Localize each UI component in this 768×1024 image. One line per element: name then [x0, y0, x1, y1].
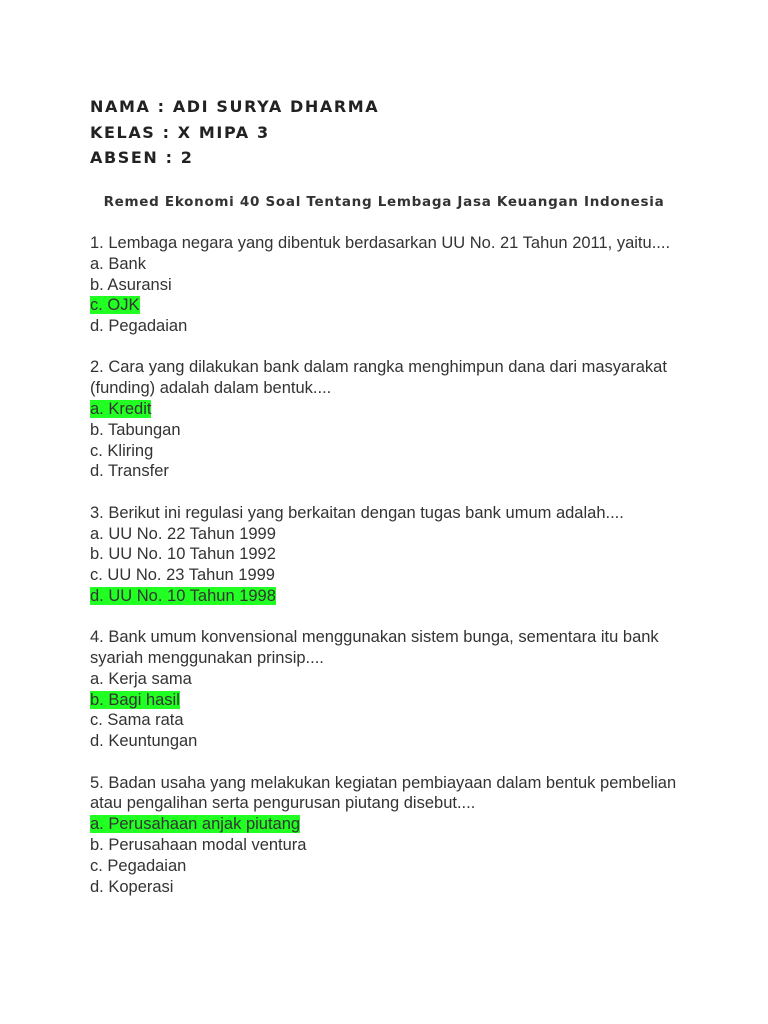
question-4: [90, 627, 710, 752]
answer-option-highlighted: [90, 295, 710, 316]
answer-option: [90, 669, 710, 690]
answer-option: [90, 316, 710, 337]
answer-option: [90, 731, 710, 752]
answer-option-label: c. Sama rata: [90, 711, 184, 730]
answer-option: [90, 254, 710, 275]
answer-option: [90, 877, 710, 898]
student-info: [90, 94, 690, 171]
answer-option-highlighted: [90, 690, 710, 711]
answer-option: [90, 856, 710, 877]
answer-option-label: b. Perusahaan modal ventura: [90, 835, 307, 854]
answer-option: [90, 835, 710, 856]
answer-option-label: b. Asuransi: [90, 275, 172, 294]
answer-option-label: c. Pegadaian: [90, 856, 187, 875]
document-title: Remed Ekonomi 40 Soal Tentang Lembaga Jasa Keuangan Indonesia: [103, 194, 665, 210]
answer-option: [90, 524, 710, 545]
answer-option-label: b. Bagi hasil: [90, 690, 180, 709]
answer-option-label: d. Pegadaian: [90, 317, 188, 336]
question-text: 5. Badan usaha yang melakukan kegiatan pembiayaan dalam bentuk pembelian atau pengalihan serta pengurusan piutang disebut....: [90, 773, 677, 813]
question-list: [90, 233, 710, 918]
answer-option: [90, 461, 710, 482]
answer-option: [90, 275, 710, 296]
answer-option-label: d. Koperasi: [90, 877, 174, 896]
question-text: 3. Berikut ini regulasi yang berkaitan dengan tugas bank umum adalah....: [90, 503, 624, 522]
question-1: [90, 233, 710, 337]
question-3: [90, 503, 710, 607]
answer-option-highlighted: [90, 814, 710, 835]
answer-option: [90, 710, 710, 731]
answer-option-label: a. Bank: [90, 254, 146, 273]
answer-option-label: d. UU No. 10 Tahun 1998: [90, 586, 276, 605]
answer-option: [90, 565, 710, 586]
question-2: [90, 357, 710, 482]
answer-option-label: c. OJK: [90, 296, 140, 315]
answer-option-highlighted: [90, 399, 710, 420]
question-text: 2. Cara yang dilakukan bank dalam rangka menghimpun dana dari masyarakat (funding) adalah dalam bentuk....: [90, 358, 667, 398]
answer-option-label: b. Tabungan: [90, 420, 181, 439]
answer-option-label: c. UU No. 23 Tahun 1999: [90, 566, 275, 585]
answer-option: [90, 544, 710, 565]
student-name: NAMA : ADI SURYA DHARMA: [90, 97, 380, 116]
answer-option-label: d. Transfer: [90, 462, 169, 481]
question-5: [90, 773, 710, 898]
answer-option: [90, 441, 710, 462]
answer-option-label: a. UU No. 22 Tahun 1999: [90, 524, 276, 543]
answer-option-label: b. UU No. 10 Tahun 1992: [90, 545, 276, 564]
question-text: 4. Bank umum konvensional menggunakan sistem bunga, sementara itu bank syariah menggunakan prinsip....: [90, 628, 659, 668]
answer-option: [90, 420, 710, 441]
answer-option-label: a. Kredit: [90, 400, 152, 419]
student-class: KELAS : X MIPA 3: [90, 122, 270, 142]
answer-option-label: c. Kliring: [90, 441, 154, 460]
answer-option-label: a. Kerja sama: [90, 669, 192, 688]
question-text: 1. Lembaga negara yang dibentuk berdasarkan UU No. 21 Tahun 2011, yaitu....: [90, 234, 671, 252]
answer-option-highlighted: [90, 586, 710, 607]
answer-option-label: d. Keuntungan: [90, 732, 198, 751]
student-number: ABSEN : 2: [90, 148, 194, 167]
answer-option-label: a. Perusahaan anjak piutang: [90, 815, 301, 834]
